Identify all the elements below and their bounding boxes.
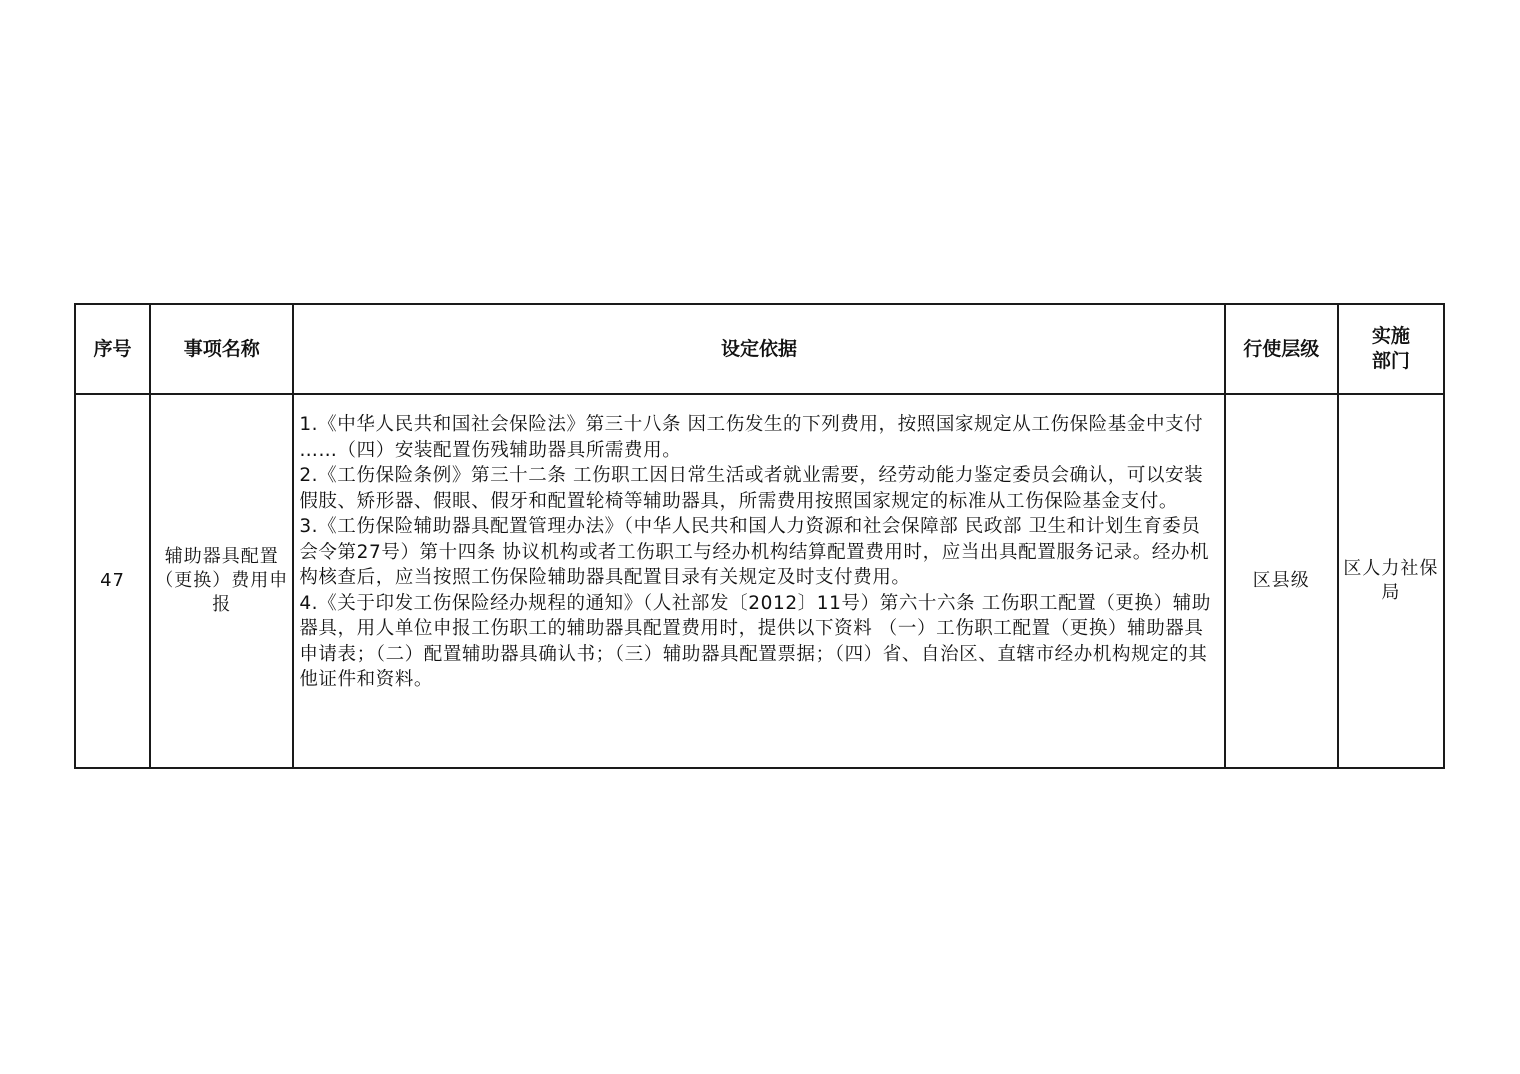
header-dept-line1: 实施	[1371, 325, 1410, 347]
basis-item-2: 2.《工伤保险条例》第三十二条 工伤职工因日常生活或者就业需要，经劳动能力鉴定委员会确认，可以安装假肢、矫形器、假眼、假牙和配置轮椅等辅助器具，所需费用按照国家规定的标准从工伤保险基金支付。	[299, 465, 1204, 512]
header-dept	[1338, 304, 1444, 394]
cell-level	[1225, 394, 1338, 768]
basis-item-3: 3.《工伤保险辅助器具配置管理办法》（中华人民共和国人力资源和社会保障部 民政部 卫生和计划生育委员会令第27号）第十四条 协议机构或者工伤职工与经办机构结算配置费用时，应当出具配置服务记录。经办机构核查后，应当按照工伤保险辅助器具配置目录有关规定及时支付费用。	[299, 516, 1210, 588]
basis-item-4: 4.《关于印发工伤保险经办规程的通知》（人社部发〔2012〕11号）第六十六条 工伤职工配置（更换）辅助器具，用人单位申报工伤职工的辅助器具配置费用时，提供以下资料 （一）工伤职工配置（更换）辅助器具申请表；（二）配置辅助器具确认书；（三）辅助器具配置票据；（四）省、自治区、直辖市经办机构规定的其他证件和资料。	[299, 592, 1211, 690]
administrative-items-table	[74, 303, 1445, 769]
header-basis: 设定依据	[293, 304, 1224, 394]
cell-basis	[293, 394, 1224, 768]
header-dept-line2: 部门	[1371, 350, 1410, 372]
table-header	[75, 304, 1444, 394]
header-seq: 序号	[75, 304, 150, 394]
dept-value: 区人力社保局	[1343, 558, 1439, 603]
table-row	[75, 394, 1444, 768]
seq-value: 47	[100, 570, 125, 591]
header-row	[75, 304, 1444, 394]
basis-item-1: 1.《中华人民共和国社会保险法》第三十八条 因工伤发生的下列费用，按照国家规定从工伤保险基金中支付 ……（四）安装配置伤残辅助器具所需费用。	[299, 414, 1204, 461]
header-level: 行使层级	[1225, 304, 1338, 394]
header-name: 事项名称	[150, 304, 293, 394]
basis-text	[294, 395, 1223, 705]
table-body	[75, 394, 1444, 768]
cell-seq	[75, 394, 150, 768]
item-name: 辅助器具配置（更换）费用申报	[155, 546, 289, 615]
cell-dept	[1338, 394, 1444, 768]
level-value: 区县级	[1252, 570, 1310, 591]
cell-name	[150, 394, 293, 768]
